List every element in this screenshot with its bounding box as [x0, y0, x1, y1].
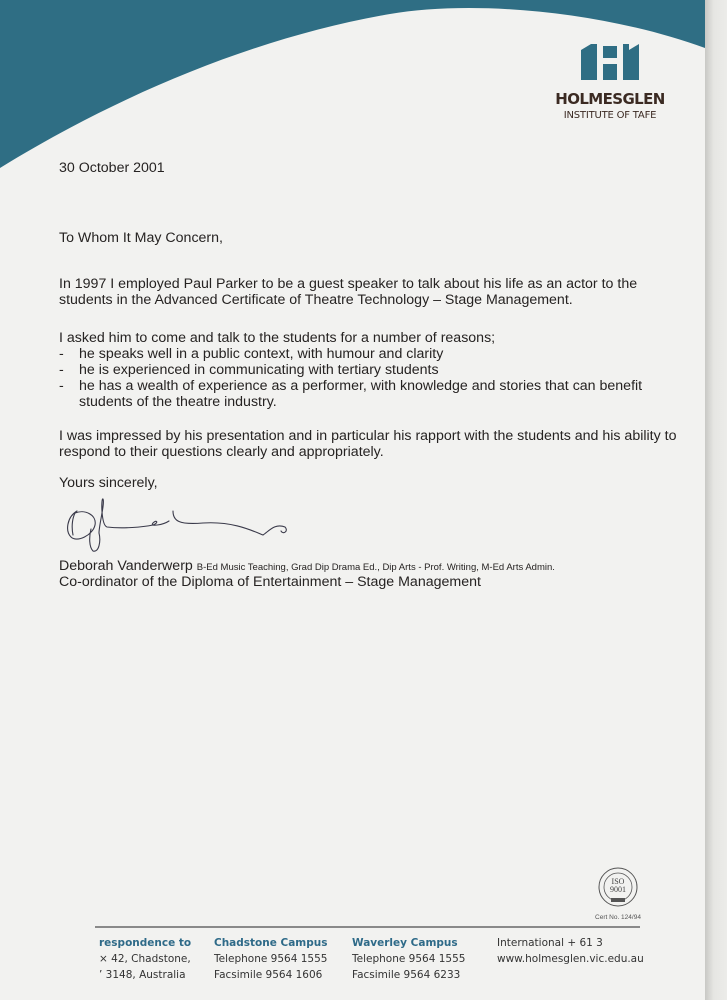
footer-line: ’ 3148, Australia — [99, 969, 186, 981]
footer-heading: Chadstone Campus — [214, 937, 328, 949]
footer-international — [497, 935, 644, 967]
dash-bullet: - — [59, 346, 64, 362]
cert-number: Cert No. 124/94 — [595, 914, 641, 921]
signer-name: Deborah Vanderwerp — [59, 558, 193, 574]
signer-qualifications: B-Ed Music Teaching, Grad Dip Drama Ed., Dip Arts - Prof. Writing, M-Ed Arts Admin. — [196, 562, 555, 573]
iso-badge-line2: 9001 — [610, 885, 626, 894]
holmesglen-building-icon — [579, 40, 641, 80]
org-subtitle: INSTITUTE OF TAFE — [563, 110, 657, 121]
holmesglen-logo — [545, 40, 675, 121]
iso-badge-line1: ISO — [611, 877, 625, 886]
list-item — [59, 362, 679, 378]
org-name: HOLMESGLEN — [555, 90, 665, 108]
footer-waverley-campus — [352, 935, 465, 983]
footer-chadstone-campus — [214, 935, 328, 983]
paragraph-1: In 1997 I employed Paul Parker to be a guest speaker to talk about his life as an actor to the students in the Advanced Certificate of Theatre Technology – Stage Management. — [59, 276, 638, 308]
footer-correspondence — [99, 935, 191, 983]
list-item — [59, 378, 679, 410]
list-item-text: he speaks well in a public context, with humour and clarity — [79, 346, 444, 362]
dash-bullet: - — [59, 362, 64, 378]
footer-line: Telephone 9564 1555 — [352, 953, 466, 965]
footer-line: Facsimile 9564 1606 — [214, 969, 323, 981]
footer-line: Telephone 9564 1555 — [214, 953, 328, 965]
paragraph-2-intro: I asked him to come and talk to the students for a number of reasons; — [59, 330, 496, 346]
footer-line: Facsimile 9564 6233 — [352, 969, 461, 981]
reasons-list — [59, 346, 679, 410]
salutation: To Whom It May Concern, — [59, 230, 223, 246]
handwritten-signature — [63, 495, 293, 555]
iso-certification — [583, 866, 653, 921]
closing: Yours sincerely, — [59, 475, 158, 491]
footer-line: International + 61 3 — [497, 937, 603, 949]
footer-website: www.holmesglen.vic.edu.au — [497, 953, 644, 965]
signer-role: Co-ordinator of the Diploma of Entertainment – Stage Management — [59, 574, 481, 590]
iso-9001-badge-icon — [597, 866, 639, 908]
dash-bullet: - — [59, 378, 64, 394]
list-item-text: he has a wealth of experience as a performer, with knowledge and stories that can benefit students of the theatre industry. — [79, 378, 643, 410]
list-item-text: he is experienced in communicating with tertiary students — [79, 362, 439, 378]
page-edge — [705, 0, 727, 1000]
paragraph-3: I was impressed by his presentation and in particular his rapport with the students and his ability to respond to their questions clearly and appropriately. — [59, 428, 677, 460]
letter-date: 30 October 2001 — [59, 160, 165, 176]
footer-heading: Waverley Campus — [352, 937, 458, 949]
list-item — [59, 346, 679, 362]
footer-divider — [95, 926, 640, 928]
footer-heading: respondence to — [99, 937, 192, 949]
footer-line: × 42, Chadstone, — [99, 953, 191, 965]
